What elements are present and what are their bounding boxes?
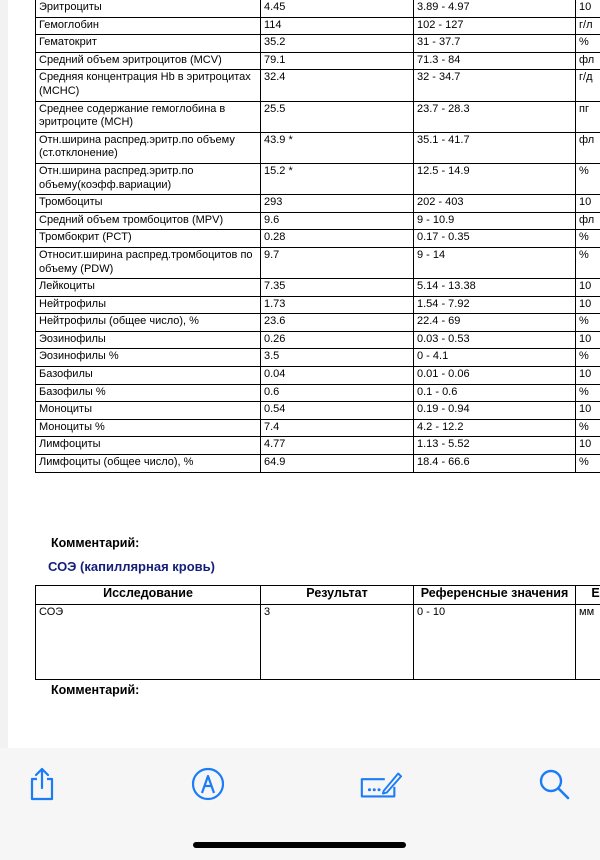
test-result: 64.9 [261, 455, 414, 473]
unit: 10 [576, 195, 600, 213]
esr-result: 3 [261, 605, 414, 680]
reference-range: 0.03 - 0.53 [414, 331, 576, 349]
unit: % [576, 455, 600, 473]
table-row [36, 331, 600, 349]
test-result: 25.5 [261, 101, 414, 132]
test-result: 0.04 [261, 367, 414, 385]
unit: 10 [576, 296, 600, 314]
unit: % [576, 314, 600, 332]
reference-range: 12.5 - 14.9 [414, 163, 576, 194]
share-button[interactable] [20, 762, 64, 806]
test-result: 35.2 [261, 35, 414, 53]
reference-range: 202 - 403 [414, 195, 576, 213]
test-result: 0.54 [261, 402, 414, 420]
unit: % [576, 349, 600, 367]
reference-range: 1.13 - 5.52 [414, 437, 576, 455]
unit: г/л [576, 17, 600, 35]
test-name: Эозинофилы % [36, 349, 261, 367]
test-result: 43.9 * [261, 132, 414, 163]
table-row [36, 384, 600, 402]
test-result: 15.2 * [261, 163, 414, 194]
markup-button[interactable] [186, 762, 230, 806]
test-name: Базофилы [36, 367, 261, 385]
table-row [36, 195, 600, 213]
test-name: Отн.ширина распред.эритр.по объему (ст.отклонение) [36, 132, 261, 163]
unit: % [576, 163, 600, 194]
reference-range: 35.1 - 41.7 [414, 132, 576, 163]
unit: % [576, 384, 600, 402]
reference-range: 31 - 37.7 [414, 35, 576, 53]
test-name: Лимфоциты (общее число), % [36, 455, 261, 473]
table-row [36, 247, 600, 278]
lab-comment-label: Комментарий: [51, 536, 140, 550]
search-icon [538, 768, 570, 800]
reference-range: 0.17 - 0.35 [414, 230, 576, 248]
test-name: Моноциты [36, 402, 261, 420]
test-result: 7.35 [261, 279, 414, 297]
reference-range: 1.54 - 7.92 [414, 296, 576, 314]
reference-range: 0.01 - 0.06 [414, 367, 576, 385]
table-row [36, 279, 600, 297]
esr-section-title: СОЭ (капиллярная кровь) [48, 559, 215, 574]
table-row [36, 212, 600, 230]
test-name: Нейтрофилы [36, 296, 261, 314]
test-name: Базофилы % [36, 384, 261, 402]
test-name: Гемоглобин [36, 17, 261, 35]
table-row [36, 163, 600, 194]
reference-range: 18.4 - 66.6 [414, 455, 576, 473]
test-name: Средняя концентрация Hb в эритроцитах (MCHC) [36, 70, 261, 101]
unit: % [576, 247, 600, 278]
unit: фл [576, 132, 600, 163]
test-result: 4.77 [261, 437, 414, 455]
unit: фл [576, 212, 600, 230]
test-name: Лимфоциты [36, 437, 261, 455]
test-result: 9.7 [261, 247, 414, 278]
esr-header-row [36, 586, 600, 605]
reference-range: 22.4 - 69 [414, 314, 576, 332]
markup-icon [191, 767, 225, 801]
unit: % [576, 419, 600, 437]
signature-icon [358, 769, 402, 799]
table-row [36, 0, 600, 17]
test-result: 0.28 [261, 230, 414, 248]
esr-comment-label: Комментарий: [51, 683, 140, 697]
table-row [36, 605, 600, 680]
table-row [36, 17, 600, 35]
table-row [36, 70, 600, 101]
test-name: Гематокрит [36, 35, 261, 53]
test-result: 0.6 [261, 384, 414, 402]
unit: % [576, 230, 600, 248]
table-row [36, 419, 600, 437]
test-result: 32.4 [261, 70, 414, 101]
reference-range: 102 - 127 [414, 17, 576, 35]
header-result: Результат [261, 586, 414, 605]
test-result: 3.5 [261, 349, 414, 367]
reference-range: 0.1 - 0.6 [414, 384, 576, 402]
test-result: 1.73 [261, 296, 414, 314]
lab-results-table [35, 0, 600, 473]
test-name: Отн.ширина распред.эритр.по объему(коэфф.вариации) [36, 163, 261, 194]
table-row [36, 101, 600, 132]
home-indicator [193, 842, 406, 848]
esr-name: СОЭ [36, 605, 261, 680]
test-name: Нейтрофилы (общее число), % [36, 314, 261, 332]
table-row [36, 132, 600, 163]
reference-range: 9 - 14 [414, 247, 576, 278]
unit: 10 [576, 331, 600, 349]
signature-button[interactable] [358, 762, 402, 806]
test-result: 114 [261, 17, 414, 35]
table-row [36, 402, 600, 420]
unit: 10 [576, 279, 600, 297]
test-result: 0.26 [261, 331, 414, 349]
reference-range: 9 - 10.9 [414, 212, 576, 230]
unit: 10 [576, 367, 600, 385]
test-name: Лейкоциты [36, 279, 261, 297]
test-name: Среднее содержание гемоглобина в эритроците (MCH) [36, 101, 261, 132]
search-button[interactable] [532, 762, 576, 806]
table-row [36, 52, 600, 70]
test-name: Эритроциты [36, 0, 261, 17]
reference-range: 3.89 - 4.97 [414, 0, 576, 17]
test-name: Средний объем тромбоцитов (MPV) [36, 212, 261, 230]
table-row [36, 230, 600, 248]
unit: 10 [576, 0, 600, 17]
test-result: 7.4 [261, 419, 414, 437]
test-name: Моноциты % [36, 419, 261, 437]
table-row [36, 455, 600, 473]
reference-range: 4.2 - 12.2 [414, 419, 576, 437]
test-result: 4.45 [261, 0, 414, 17]
unit: г/д [576, 70, 600, 101]
unit: пг [576, 101, 600, 132]
test-result: 79.1 [261, 52, 414, 70]
esr-unit: мм [576, 605, 600, 680]
unit: 10 [576, 437, 600, 455]
unit: 10 [576, 402, 600, 420]
table-row [36, 296, 600, 314]
reference-range: 23.7 - 28.3 [414, 101, 576, 132]
header-study: Исследование [36, 586, 261, 605]
test-result: 293 [261, 195, 414, 213]
reference-range: 5.14 - 13.38 [414, 279, 576, 297]
table-row [36, 437, 600, 455]
test-name: Тромбокрит (PCT) [36, 230, 261, 248]
header-reference: Референсные значения [414, 586, 576, 605]
reference-range: 32 - 34.7 [414, 70, 576, 101]
test-name: Тромбоциты [36, 195, 261, 213]
esr-table [35, 585, 600, 680]
reference-range: 71.3 - 84 [414, 52, 576, 70]
esr-reference: 0 - 10 [414, 605, 576, 680]
table-row [36, 367, 600, 385]
test-result: 9.6 [261, 212, 414, 230]
unit: % [576, 35, 600, 53]
unit: фл [576, 52, 600, 70]
header-unit: Е [576, 586, 600, 605]
test-name: Эозинофилы [36, 331, 261, 349]
test-result: 23.6 [261, 314, 414, 332]
test-name: Относит.ширина распред.тромбоцитов по объему (PDW) [36, 247, 261, 278]
table-row [36, 349, 600, 367]
table-row [36, 314, 600, 332]
table-row [36, 35, 600, 53]
reference-range: 0 - 4.1 [414, 349, 576, 367]
share-icon [27, 767, 57, 801]
test-name: Средний объем эритроцитов (MCV) [36, 52, 261, 70]
reference-range: 0.19 - 0.94 [414, 402, 576, 420]
